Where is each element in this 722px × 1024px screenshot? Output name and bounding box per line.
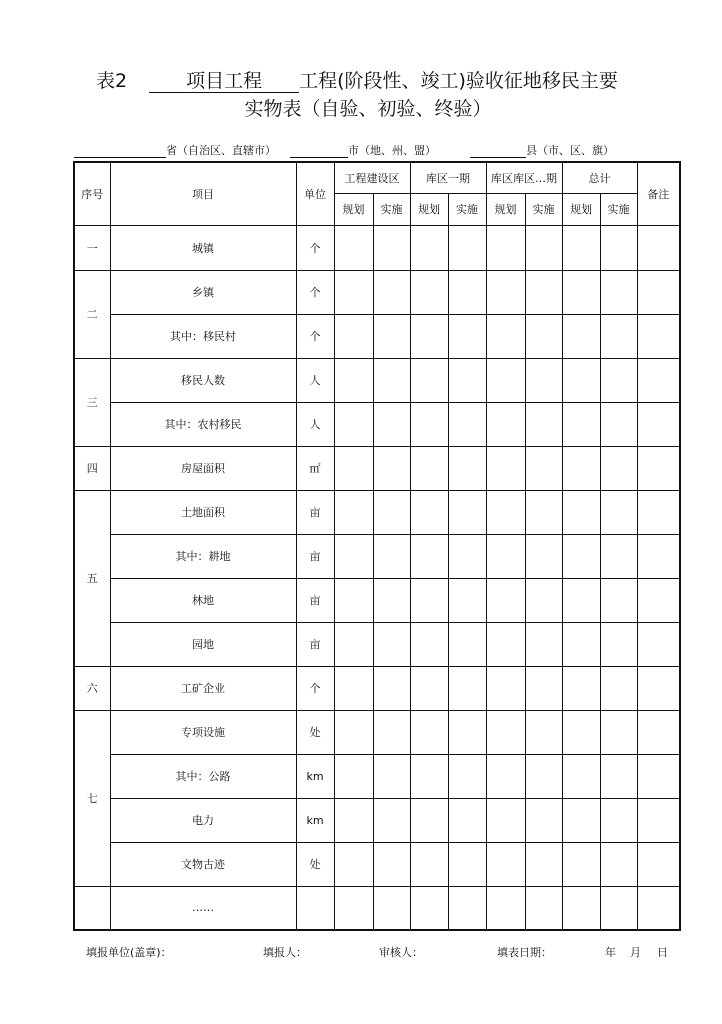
value-cell[interactable] — [486, 270, 525, 314]
value-cell[interactable] — [448, 534, 486, 578]
value-cell[interactable] — [486, 314, 525, 358]
value-cell[interactable] — [373, 754, 410, 798]
value-cell[interactable] — [525, 314, 562, 358]
value-cell[interactable] — [334, 666, 373, 710]
header-group-reservoir-n: 库区库区…期 — [486, 162, 562, 193]
value-cell[interactable] — [486, 534, 525, 578]
remark-cell[interactable] — [637, 270, 680, 314]
remark-cell[interactable] — [637, 886, 680, 930]
header-impl: 实施 — [373, 193, 410, 225]
value-cell[interactable] — [525, 798, 562, 842]
remark-cell[interactable] — [637, 490, 680, 534]
value-cell[interactable] — [600, 358, 637, 402]
value-cell[interactable] — [373, 446, 410, 490]
header-group-construction: 工程建设区 — [334, 162, 410, 193]
table-number: 表2 — [96, 70, 128, 92]
value-cell[interactable] — [410, 798, 448, 842]
header-seq: 序号 — [74, 162, 110, 225]
value-cell[interactable] — [334, 578, 373, 622]
value-cell[interactable] — [334, 622, 373, 666]
remark-cell[interactable] — [637, 842, 680, 886]
value-cell[interactable] — [562, 314, 600, 358]
header-impl: 实施 — [448, 193, 486, 225]
value-cell[interactable] — [410, 534, 448, 578]
row-unit: ㎡ — [296, 446, 334, 490]
value-cell[interactable] — [334, 314, 373, 358]
value-cell[interactable] — [486, 358, 525, 402]
county-label: 县（市、区、旗） — [526, 144, 614, 157]
title-line-2: 实物表（自验、初验、终验） — [244, 98, 492, 120]
value-cell[interactable] — [448, 402, 486, 446]
value-cell[interactable] — [486, 490, 525, 534]
value-cell[interactable] — [562, 754, 600, 798]
value-cell[interactable] — [448, 270, 486, 314]
region-line — [74, 142, 614, 158]
value-cell[interactable] — [600, 666, 637, 710]
value-cell[interactable] — [334, 358, 373, 402]
row-seq: 一 — [74, 225, 110, 270]
value-cell[interactable] — [448, 578, 486, 622]
value-cell[interactable] — [334, 886, 373, 930]
remark-cell[interactable] — [637, 402, 680, 446]
row-item: 专项设施 — [110, 710, 296, 754]
table-row — [74, 402, 680, 446]
province-label: 省（自治区、直辖市） — [166, 144, 276, 157]
value-cell[interactable] — [600, 490, 637, 534]
row-seq: 三 — [74, 358, 110, 446]
title-line-1 — [96, 66, 618, 93]
row-seq — [74, 886, 110, 930]
value-cell[interactable] — [410, 886, 448, 930]
inventory-table — [73, 161, 681, 931]
value-cell[interactable] — [373, 622, 410, 666]
row-item: 电力 — [110, 798, 296, 842]
value-cell[interactable] — [410, 446, 448, 490]
value-cell[interactable] — [486, 225, 525, 270]
row-unit: km — [296, 798, 334, 842]
row-unit: 个 — [296, 666, 334, 710]
value-cell[interactable] — [525, 225, 562, 270]
value-cell[interactable] — [410, 622, 448, 666]
header-group-total: 总计 — [562, 162, 637, 193]
value-cell[interactable] — [448, 446, 486, 490]
table-row — [74, 666, 680, 710]
value-cell[interactable] — [486, 754, 525, 798]
footer-date-label: 填表日期： — [497, 946, 552, 959]
footer-reporter-label: 填报人： — [263, 946, 307, 959]
table-row — [74, 622, 680, 666]
city-label: 市（地、州、盟） — [348, 144, 436, 157]
row-item: 其中：移民村 — [110, 314, 296, 358]
value-cell[interactable] — [562, 270, 600, 314]
value-cell[interactable] — [600, 842, 637, 886]
value-cell[interactable] — [410, 314, 448, 358]
header-unit: 单位 — [296, 162, 334, 225]
row-seq: 六 — [74, 666, 110, 710]
row-unit: 亩 — [296, 490, 334, 534]
value-cell[interactable] — [448, 886, 486, 930]
remark-cell[interactable] — [637, 798, 680, 842]
county-field[interactable] — [470, 145, 526, 158]
footer-year: 年 — [605, 946, 616, 959]
footer-reviewer-label: 审核人： — [379, 946, 423, 959]
value-cell[interactable] — [373, 578, 410, 622]
value-cell[interactable] — [334, 754, 373, 798]
header-plan: 规划 — [486, 193, 525, 225]
table-row — [74, 358, 680, 402]
value-cell[interactable] — [600, 798, 637, 842]
value-cell[interactable] — [486, 622, 525, 666]
value-cell[interactable] — [373, 886, 410, 930]
value-cell[interactable] — [525, 842, 562, 886]
table-row — [74, 314, 680, 358]
value-cell[interactable] — [448, 798, 486, 842]
table-row — [74, 886, 680, 930]
remark-cell[interactable] — [637, 534, 680, 578]
row-item: …… — [110, 886, 296, 930]
value-cell[interactable] — [600, 534, 637, 578]
table-row — [74, 490, 680, 534]
value-cell[interactable] — [486, 842, 525, 886]
value-cell[interactable] — [448, 358, 486, 402]
value-cell[interactable] — [486, 886, 525, 930]
row-item: 文物古迹 — [110, 842, 296, 886]
value-cell[interactable] — [525, 270, 562, 314]
footer-day: 日 — [657, 946, 668, 959]
value-cell[interactable] — [600, 225, 637, 270]
row-item: 移民人数 — [110, 358, 296, 402]
value-cell[interactable] — [562, 225, 600, 270]
value-cell[interactable] — [373, 402, 410, 446]
value-cell[interactable] — [525, 754, 562, 798]
province-field[interactable] — [74, 145, 166, 158]
value-cell[interactable] — [334, 446, 373, 490]
value-cell[interactable] — [334, 534, 373, 578]
value-cell[interactable] — [525, 446, 562, 490]
value-cell[interactable] — [334, 225, 373, 270]
row-item: 其中：公路 — [110, 754, 296, 798]
value-cell[interactable] — [525, 534, 562, 578]
table-row — [74, 225, 680, 270]
value-cell[interactable] — [600, 754, 637, 798]
value-cell[interactable] — [373, 225, 410, 270]
city-field[interactable] — [290, 145, 348, 158]
table-row — [74, 710, 680, 754]
value-cell[interactable] — [562, 666, 600, 710]
value-cell[interactable] — [334, 798, 373, 842]
row-item: 工矿企业 — [110, 666, 296, 710]
row-unit: 亩 — [296, 578, 334, 622]
value-cell[interactable] — [525, 578, 562, 622]
header-plan: 规划 — [334, 193, 373, 225]
value-cell[interactable] — [410, 358, 448, 402]
row-seq: 五 — [74, 490, 110, 666]
value-cell[interactable] — [373, 314, 410, 358]
value-cell[interactable] — [525, 358, 562, 402]
footer-unit-label: 填报单位(盖章)： — [86, 946, 172, 959]
value-cell[interactable] — [373, 842, 410, 886]
header-plan: 规划 — [410, 193, 448, 225]
row-unit: 个 — [296, 270, 334, 314]
value-cell[interactable] — [410, 225, 448, 270]
row-unit: km — [296, 754, 334, 798]
row-seq: 二 — [74, 270, 110, 358]
value-cell[interactable] — [334, 710, 373, 754]
table-row — [74, 754, 680, 798]
value-cell[interactable] — [448, 710, 486, 754]
value-cell[interactable] — [562, 710, 600, 754]
row-unit: 个 — [296, 225, 334, 270]
table-row — [74, 534, 680, 578]
value-cell[interactable] — [448, 842, 486, 886]
row-unit: 亩 — [296, 622, 334, 666]
value-cell[interactable] — [562, 358, 600, 402]
value-cell[interactable] — [448, 622, 486, 666]
row-item: 林地 — [110, 578, 296, 622]
header-row-1 — [74, 162, 680, 193]
remark-cell[interactable] — [637, 314, 680, 358]
value-cell[interactable] — [600, 578, 637, 622]
value-cell[interactable] — [448, 314, 486, 358]
value-cell[interactable] — [410, 666, 448, 710]
value-cell[interactable] — [525, 666, 562, 710]
value-cell[interactable] — [600, 314, 637, 358]
value-cell[interactable] — [525, 886, 562, 930]
row-item: 乡镇 — [110, 270, 296, 314]
value-cell[interactable] — [486, 578, 525, 622]
remark-cell[interactable] — [637, 754, 680, 798]
header-plan: 规划 — [562, 193, 600, 225]
header-impl: 实施 — [600, 193, 637, 225]
row-unit: 人 — [296, 358, 334, 402]
row-unit — [296, 886, 334, 930]
row-item: 土地面积 — [110, 490, 296, 534]
value-cell[interactable] — [373, 710, 410, 754]
value-cell[interactable] — [373, 666, 410, 710]
value-cell[interactable] — [410, 490, 448, 534]
title-text: 工程(阶段性、竣工)验收征地移民主要 — [299, 70, 618, 92]
remark-cell[interactable] — [637, 446, 680, 490]
remark-cell[interactable] — [637, 622, 680, 666]
value-cell[interactable] — [410, 270, 448, 314]
value-cell[interactable] — [448, 490, 486, 534]
footer-month: 月 — [630, 946, 641, 959]
row-item: 其中：农村移民 — [110, 402, 296, 446]
value-cell[interactable] — [525, 710, 562, 754]
value-cell[interactable] — [448, 754, 486, 798]
value-cell[interactable] — [334, 270, 373, 314]
value-cell[interactable] — [562, 886, 600, 930]
value-cell[interactable] — [600, 270, 637, 314]
value-cell[interactable] — [373, 534, 410, 578]
value-cell[interactable] — [410, 578, 448, 622]
table-row — [74, 446, 680, 490]
remark-cell[interactable] — [637, 225, 680, 270]
row-unit: 亩 — [296, 534, 334, 578]
value-cell[interactable] — [600, 622, 637, 666]
value-cell[interactable] — [486, 446, 525, 490]
value-cell[interactable] — [562, 534, 600, 578]
header-remark: 备注 — [637, 162, 680, 225]
value-cell[interactable] — [600, 886, 637, 930]
value-cell[interactable] — [562, 798, 600, 842]
value-cell[interactable] — [486, 402, 525, 446]
value-cell[interactable] — [410, 754, 448, 798]
value-cell[interactable] — [600, 402, 637, 446]
header-item: 项目 — [110, 162, 296, 225]
value-cell[interactable] — [373, 358, 410, 402]
row-item: 其中：耕地 — [110, 534, 296, 578]
row-unit: 人 — [296, 402, 334, 446]
value-cell[interactable] — [373, 490, 410, 534]
remark-cell[interactable] — [637, 666, 680, 710]
value-cell[interactable] — [562, 622, 600, 666]
value-cell[interactable] — [334, 490, 373, 534]
value-cell[interactable] — [562, 402, 600, 446]
row-seq: 七 — [74, 710, 110, 886]
value-cell[interactable] — [410, 842, 448, 886]
value-cell[interactable] — [448, 225, 486, 270]
value-cell[interactable] — [334, 402, 373, 446]
project-name-field[interactable]: 项目工程 — [149, 70, 299, 93]
value-cell[interactable] — [562, 578, 600, 622]
value-cell[interactable] — [600, 710, 637, 754]
row-unit: 处 — [296, 710, 334, 754]
header-group-reservoir-1: 库区一期 — [410, 162, 486, 193]
remark-cell[interactable] — [637, 358, 680, 402]
value-cell[interactable] — [486, 710, 525, 754]
value-cell[interactable] — [525, 490, 562, 534]
value-cell[interactable] — [562, 446, 600, 490]
value-cell[interactable] — [486, 798, 525, 842]
value-cell[interactable] — [410, 710, 448, 754]
table-row — [74, 798, 680, 842]
table-row — [74, 578, 680, 622]
value-cell[interactable] — [600, 446, 637, 490]
table-row — [74, 842, 680, 886]
value-cell[interactable] — [486, 666, 525, 710]
row-unit: 个 — [296, 314, 334, 358]
value-cell[interactable] — [562, 490, 600, 534]
header-impl: 实施 — [525, 193, 562, 225]
row-item: 城镇 — [110, 225, 296, 270]
row-seq: 四 — [74, 446, 110, 490]
row-item: 房屋面积 — [110, 446, 296, 490]
value-cell[interactable] — [410, 402, 448, 446]
row-item: 园地 — [110, 622, 296, 666]
value-cell[interactable] — [525, 622, 562, 666]
row-unit: 处 — [296, 842, 334, 886]
footer — [86, 944, 668, 960]
remark-cell[interactable] — [637, 710, 680, 754]
table-row — [74, 270, 680, 314]
value-cell[interactable] — [525, 402, 562, 446]
value-cell[interactable] — [373, 270, 410, 314]
value-cell[interactable] — [373, 798, 410, 842]
value-cell[interactable] — [562, 842, 600, 886]
remark-cell[interactable] — [637, 578, 680, 622]
value-cell[interactable] — [448, 666, 486, 710]
value-cell[interactable] — [334, 842, 373, 886]
